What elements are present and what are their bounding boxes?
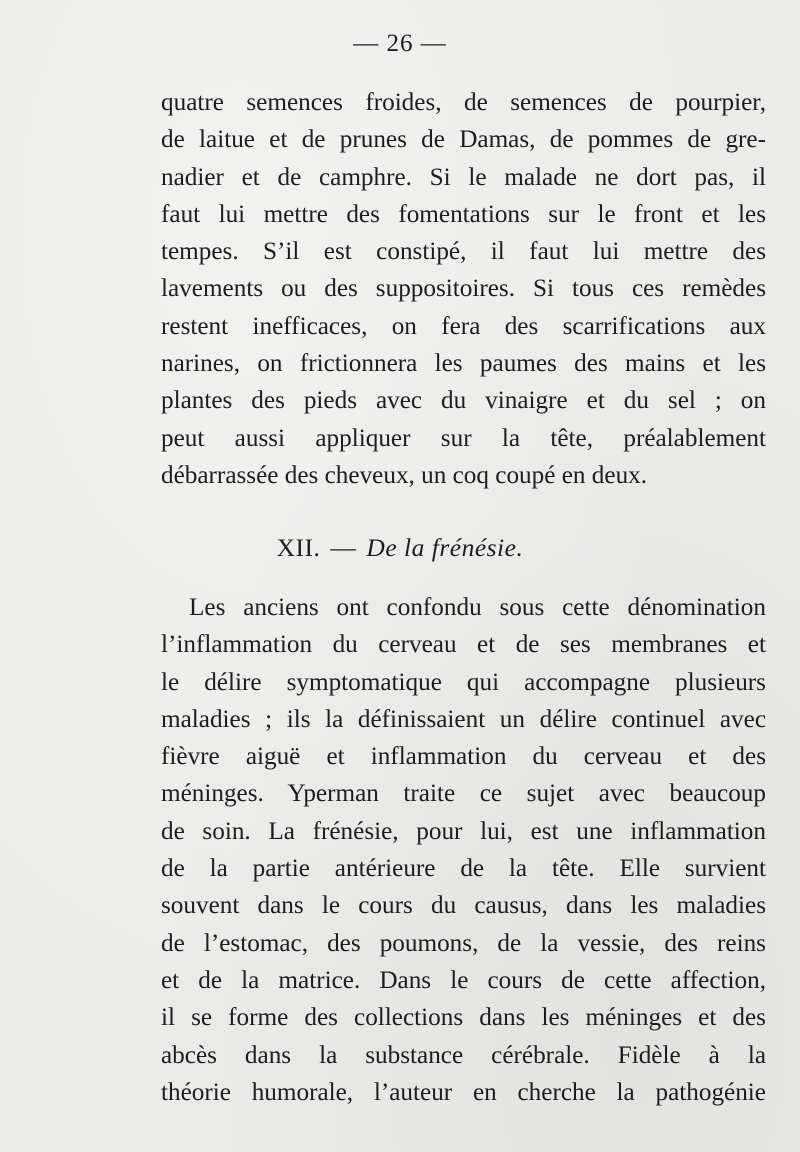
text-line: Les anciens ont confondu sous cette dénomination xyxy=(189,594,766,621)
section-title: De la frénésie. xyxy=(366,533,524,562)
text-line: le délire symptomatique qui accompagne plusieurs xyxy=(161,668,766,696)
text-line: lavements ou des suppositoires. Si tous ces remèdes xyxy=(161,275,766,303)
text-line: il se forme des collections dans les méninges et des xyxy=(161,1004,766,1032)
text-line: de soin. La frénésie, pour lui, est une inflammation xyxy=(161,817,766,845)
heading-dash: — xyxy=(330,533,357,562)
text-line: maladies ; ils la définissaient un délire continuel avec xyxy=(161,705,766,733)
page-number: — 26 — xyxy=(353,30,447,57)
section-number: XII. xyxy=(276,533,321,562)
text-line: l’inflammation du cerveau et de ses membranes et xyxy=(161,631,766,659)
text-line: plantes des pieds avec du vinaigre et du sel ; on xyxy=(161,387,766,415)
text-line: méninges. Yperman traite ce sujet avec beaucoup xyxy=(161,780,766,808)
text-line: quatre semences froides, de semences de pourpier, xyxy=(161,89,766,116)
text-line: de l’estomac, des poumons, de la vessie, des reins xyxy=(161,929,766,957)
text-line: théorie humorale, l’auteur en cherche la pathogénie xyxy=(161,1078,766,1106)
paragraph-frenesie xyxy=(161,589,766,1111)
text-line: tempes. S’il est constipé, il faut lui mettre des xyxy=(161,238,766,266)
text-line: nadier et de camphre. Si le malade ne dort pas, il xyxy=(161,163,766,191)
text-line: fièvre aiguë et inflammation du cerveau et des xyxy=(161,743,766,771)
text-line: de laitue et de prunes de Damas, de pommes de gre- xyxy=(161,126,766,154)
text-line: souvent dans le cours du causus, dans les maladies xyxy=(161,892,766,920)
text-line: débarrassée des cheveux, un coq coupé en deux. xyxy=(161,461,648,489)
text-line: et de la matrice. Dans le cours de cette affection, xyxy=(161,966,766,994)
text-line: faut lui mettre des fomentations sur le front et les xyxy=(161,200,766,228)
text-line: de la partie antérieure de la tête. Elle survient xyxy=(161,855,766,883)
text-line: peut aussi appliquer sur la tête, préalablement xyxy=(161,424,766,452)
section-heading xyxy=(0,533,800,563)
paragraph-continued xyxy=(161,84,766,494)
text-line: narines, on frictionnera les paumes des mains et les xyxy=(161,350,766,378)
text-line: abcès dans la substance cérébrale. Fidèle à la xyxy=(161,1041,766,1069)
text-line: restent inefficaces, on fera des scarrifications aux xyxy=(161,312,766,340)
